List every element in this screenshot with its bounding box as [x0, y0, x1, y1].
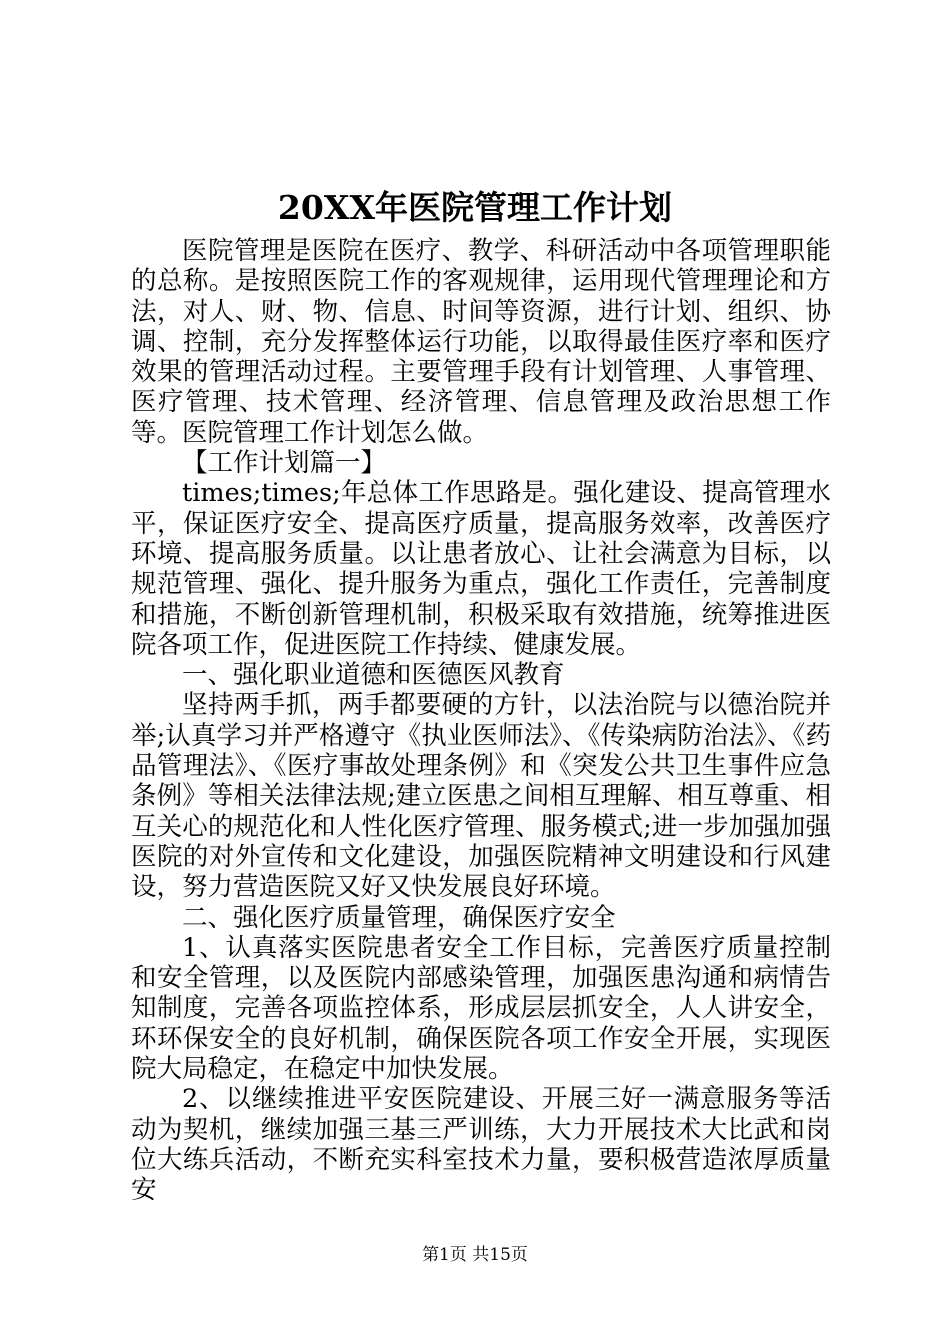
document-title: 20XX年医院管理工作计划	[277, 188, 673, 227]
quality-item-2: 2、以继续推进平安医院建设、开展三好一满意服务等活动为契机，继续加强三基三严训练，大力开展技术大比武和岗位大练兵活动，不断充实科室技术力量，要积极营造浓厚质量安	[131, 1084, 831, 1206]
section-heading-plan-one: 【工作计划篇一】	[182, 448, 387, 479]
document-body	[131, 236, 831, 1206]
quality-item-1: 1、认真落实医院患者安全工作目标，完善医疗质量控制和安全管理，以及医院内部感染管理，加强医患沟通和病情告知制度，完善各项监控体系，形成层层抓安全，人人讲安全，环环保安全的良好机制，确保医院各项工作安全开展，实现医院大局稳定，在稳定中加快发展。	[131, 932, 831, 1085]
section-heading-quality: 二、强化医疗质量管理，确保医疗安全	[182, 902, 616, 933]
page-number-footer: 第1页 共15页	[422, 1245, 528, 1265]
overall-plan-paragraph: times;times;年总体工作思路是。强化建设、提高管理水平，保证医疗安全、提高医疗质量，提高服务效率，改善医疗环境、提高服务质量。以让患者放心、让社会满意为目标，以规范管理、强化、提升服务为重点，强化工作责任，完善制度和措施，不断创新管理机制，积极采取有效措施，统筹推进医院各项工作，促进医院工作持续、健康发展。	[131, 478, 831, 660]
intro-paragraph: 医院管理是医院在医疗、教学、科研活动中各项管理职能的总称。是按照医院工作的客观规律，运用现代管理理论和方法，对人、财、物、信息、时间等资源，进行计划、组织、协调、控制，充分发挥整体运行功能，以取得最佳医疗率和医疗效果的管理活动过程。主要管理手段有计划管理、人事管理、医疗管理、技术管理、经济管理、信息管理及政治思想工作等。医院管理工作计划怎么做。	[131, 236, 831, 448]
ethics-paragraph: 坚持两手抓，两手都要硬的方针，以法治院与以德治院并举;认真学习并严格遵守《执业医师法》、《传染病防治法》、《药品管理法》、《医疗事故处理条例》和《突发公共卫生事件应急条例》等相关法律法规;建立医患之间相互理解、相互尊重、相互关心的规范化和人性化医疗管理、服务模式;进一步加强加强医院的对外宣传和文化建设，加强医院精神文明建设和行风建设，努力营造医院又好又快发展良好环境。	[131, 690, 831, 903]
section-heading-ethics: 一、强化职业道德和医德医风教育	[182, 660, 565, 691]
